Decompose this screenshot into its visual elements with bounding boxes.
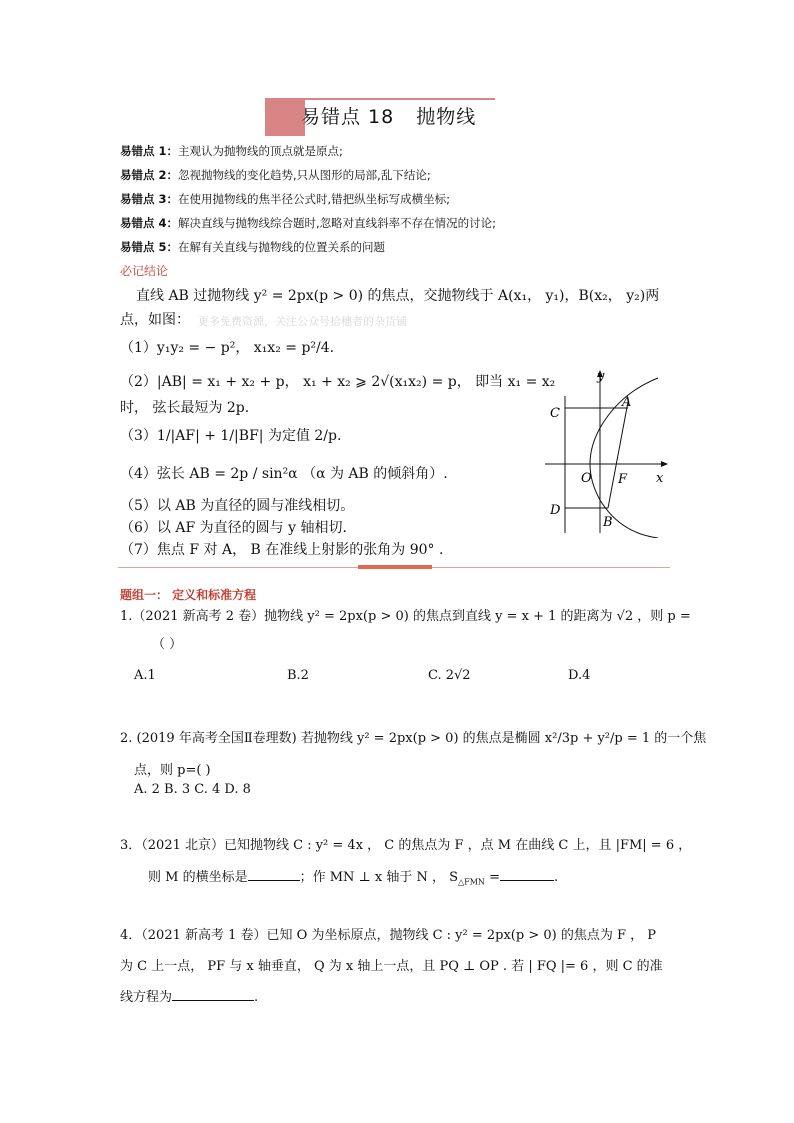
conclusion-2: （2）|AB| = x₁ + x₂ + p， x₁ + x₂ ⩾ 2√(x₁x₂) = p， 即当 x₁ = x₂ (120, 374, 556, 390)
conclusion-4: （4）弦长 AB = 2p / sin²α （α 为 AB 的倾斜角）. (120, 466, 448, 482)
question-1-option-b: B.2 (287, 668, 309, 683)
divider-accent (358, 565, 432, 569)
label-y: y (597, 369, 605, 384)
chord-AB (608, 402, 628, 508)
question-1-option-d: D.4 (568, 668, 591, 683)
question-3-line-2: 则 M 的横坐标是 ；作 MN ⊥ x 轴于 N ， $S_{\triangle FMN}$ = . (148, 870, 559, 887)
question-4-line-1: 4．（2021 新高考 1 卷）已知 O 为坐标原点，抛物线 C : y² = 2px(p > 0) 的焦点为 F ， P (120, 928, 656, 943)
conclusion-3: （3）1/|AF| + 1/|BF| 为定值 2/p. (120, 428, 342, 444)
question-3-line-1: 3．（2021 北京）已知抛物线 C : y² = 4x ， C 的焦点为 F ，点 M 在曲线 C 上，且 |FM| = 6 ， (120, 838, 692, 853)
question-1-option-c: C. 2√2 (428, 668, 471, 683)
question-2-stem-2: 点，则 p=( ) (134, 763, 211, 778)
intro-line-1: 直线 AB 过抛物线 y² = 2px(p > 0) 的焦点，交抛物线于 A(x₁， y₁)，B(x₂， y₂)两 (136, 288, 660, 304)
must-remember-heading: 必记结论 (120, 264, 169, 278)
answer-blank-3b[interactable] (500, 880, 554, 881)
label-x: x (656, 471, 664, 486)
answer-blank-3a[interactable] (248, 880, 300, 881)
error-point-1: 易错点 1：主观认为抛物线的顶点就是原点; (120, 144, 343, 158)
intro-line-2: 点，如图： (120, 312, 190, 328)
question-1-stem: 1.（2021 新高考 2 卷）抛物线 y² = 2px(p > 0) 的焦点到直线 y = x + 1 的距离为 √2 ，则 p = (120, 609, 691, 624)
label-O: O (581, 471, 592, 486)
watermark: 更多免费资源，关注公众号拾穗者的杂货铺 (198, 315, 407, 328)
answer-blank-4[interactable] (172, 1000, 254, 1001)
x-axis-arrow (661, 461, 668, 467)
label-B: B (603, 515, 613, 530)
title-banner (265, 98, 495, 136)
question-2-stem: 2. (2019 年高考全国Ⅱ卷理数) 若抛物线 y² = 2px(p > 0) 的焦点是椭圆 x²/3p + y²/p = 1 的一个焦 (120, 731, 707, 746)
conclusion-1: （1）y₁y₂ = − p²， x₁x₂ = p²/4. (120, 340, 335, 356)
parabola-figure (540, 368, 680, 538)
label-F: F (618, 472, 628, 487)
error-point-4: 易错点 4：解决直线与抛物线综合题时,忽略对直线斜率不存在情况的讨论; (120, 216, 497, 230)
label-D: D (550, 503, 561, 518)
conclusion-6: （6）以 AF 为直径的圆与 y 轴相切. (120, 520, 347, 536)
label-A: A (622, 395, 632, 410)
error-point-2: 易错点 2：忽视抛物线的变化趋势,只从图形的局部,乱下结论; (120, 168, 431, 182)
error-point-3: 易错点 3：在使用抛物线的焦半径公式时,错把纵坐标写成横坐标; (120, 192, 451, 206)
conclusion-2-cont: 时， 弦长最短为 2p. (120, 400, 250, 416)
label-C: C (550, 406, 560, 421)
conclusion-5: （5）以 AB 为直径的圆与准线相切。 (120, 498, 355, 514)
question-4-line-3: 线方程为 . (120, 990, 259, 1005)
error-point-5: 易错点 5：在解有关直线与抛物线的位置关系的问题 (120, 240, 386, 254)
question-1-option-a: A.1 (134, 668, 156, 683)
question-2-options: A. 2 B. 3 C. 4 D. 8 (134, 782, 251, 797)
section-title: 题组一： 定义和标准方程 (120, 588, 257, 602)
question-4-line-2: 为 C 上一点， PF 与 x 轴垂直， Q 为 x 轴上一点，且 PQ ⊥ OP . 若 | FQ |= 6 ，则 C 的准 (120, 959, 663, 974)
page-title: 易错点 18 抛物线 (301, 106, 477, 128)
conclusion-7: （7）焦点 F 对 A， B 在准线上射影的张角为 90° . (120, 542, 444, 558)
question-1-paren: （ ） (152, 637, 183, 652)
